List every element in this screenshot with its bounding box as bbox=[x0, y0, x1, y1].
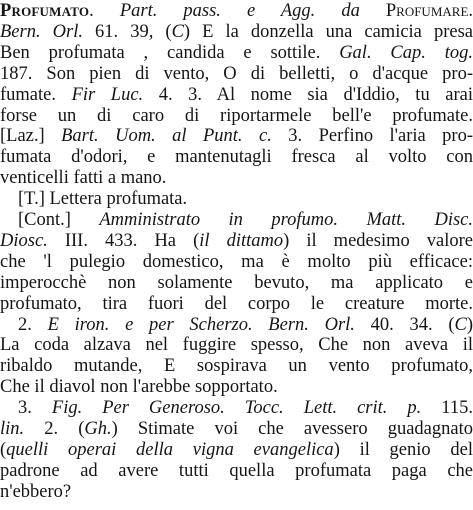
entry-text: Part. pass. e Agg. da bbox=[119, 1, 386, 21]
entry-text: ( bbox=[0, 439, 7, 460]
entry-text: Gh. bbox=[84, 419, 112, 439]
entry-line bbox=[0, 1, 473, 22]
entry-line bbox=[0, 189, 473, 210]
entry-text: quelli operai della vigna evangelica bbox=[6, 439, 334, 460]
entry-line bbox=[0, 22, 473, 43]
entry-line bbox=[0, 461, 473, 482]
entry-line bbox=[0, 377, 473, 398]
entry-text: Profumare bbox=[385, 1, 469, 21]
entry-line bbox=[0, 440, 473, 461]
entry-text: Bart. Uom. al Punt. c. bbox=[61, 126, 272, 147]
entry-line bbox=[0, 294, 473, 315]
entry-line bbox=[0, 419, 473, 440]
entry-text: 61. 39, ( bbox=[82, 21, 172, 42]
entry-text: 2. bbox=[18, 314, 48, 335]
entry-text: Bern. Orl. bbox=[0, 21, 83, 42]
entry-text: ) Stimate voi che avessero guadagnato bbox=[111, 419, 473, 439]
entry-text: ) il medesimo valore bbox=[283, 230, 473, 251]
entry-text: 3. bbox=[18, 398, 52, 419]
entry-line bbox=[0, 482, 473, 503]
entry-text: il dittamo bbox=[199, 230, 284, 251]
entry-text: 3. Perfino l'aria pro- bbox=[271, 126, 473, 147]
entry-line bbox=[0, 398, 473, 419]
entry-text: ) bbox=[466, 314, 473, 335]
entry-line bbox=[0, 273, 473, 294]
entry-text: Fir Luc. bbox=[71, 84, 144, 105]
entry-text: Che il diavol non l'arebbe sopportato. bbox=[0, 377, 278, 398]
entry-text: 2. ( bbox=[24, 419, 85, 439]
entry-line bbox=[0, 126, 473, 147]
entry-text: [Laz.] bbox=[0, 126, 62, 147]
entry-text: 115. bbox=[421, 398, 473, 419]
entry-text: 40. 34. ( bbox=[354, 314, 455, 335]
entry-line bbox=[0, 64, 473, 85]
entry-text: Fig. Per Generoso. Tocc. Lett. crit. p. bbox=[51, 398, 422, 419]
entry-line bbox=[0, 252, 473, 273]
entry-line bbox=[0, 43, 473, 64]
entry-text: [Cont.] bbox=[18, 210, 100, 230]
entry-text: III. 433. Ha ( bbox=[47, 230, 200, 251]
entry-text: padrone ad avere tutti quella profumata paga che bbox=[0, 460, 473, 481]
entry-text: lin. bbox=[0, 419, 25, 439]
entry-text: C bbox=[171, 21, 184, 42]
entry-text: ribaldo mutande, E sospirava un vento profumato, bbox=[0, 356, 473, 377]
entry-line bbox=[0, 315, 473, 336]
headword: Profumato bbox=[0, 1, 90, 21]
entry-line bbox=[0, 210, 473, 231]
entry-text: Gal. Cap. tog. bbox=[339, 42, 473, 63]
entry-text: 187. Son pien di vento, O di belletti, o d'acque pro- bbox=[0, 63, 473, 84]
entry-text: [T.] Lettera profumata. bbox=[18, 189, 188, 210]
entry-text: ) il genio del bbox=[333, 439, 473, 460]
entry-text: C bbox=[454, 314, 467, 335]
entry-text: . bbox=[468, 1, 473, 21]
entry-line bbox=[0, 231, 473, 252]
entry-text: forse un di caro di riportarmele bell'e profumate. bbox=[0, 105, 473, 126]
entry-line bbox=[0, 356, 473, 377]
entry-text: Amministrato in profumo. Matt. Disc. bbox=[99, 210, 473, 230]
entry-line bbox=[0, 85, 473, 106]
entry-text: La coda alzava nel fuggire spesso, Che non aveva il bbox=[0, 335, 473, 356]
entry-text: n'ebbero? bbox=[0, 481, 72, 502]
entry-line bbox=[0, 147, 473, 168]
entry-text: venticelli fatti a mano. bbox=[0, 168, 167, 189]
entry-line bbox=[0, 335, 473, 356]
entry-text: fumata d'odori, e mantenutagli fresca al volto con bbox=[0, 147, 473, 168]
entry-text: E iron. e per Scherzo. Bern. Orl. bbox=[47, 314, 355, 335]
entry-text: . bbox=[89, 1, 120, 21]
entry-text: Ben profumata , candida e sottile. bbox=[0, 42, 340, 63]
entry-text: imperocchè non solamente bevuto, ma applicato e bbox=[0, 272, 473, 293]
entry-line bbox=[0, 168, 473, 189]
entry-text: fumate. bbox=[0, 84, 72, 105]
entry-text: profumato, tira fuori del corpo le creature morte. bbox=[0, 293, 473, 314]
entry-text: ) E la donzella una camicia presa bbox=[183, 21, 473, 42]
entry-text: Diosc. bbox=[0, 230, 48, 251]
entry-text: che 'l pulegio domestico, ma è molto più efficace: bbox=[0, 251, 473, 272]
entry-text: 4. 3. Al nome sia d'Iddio, tu arai bbox=[143, 84, 473, 105]
entry-line bbox=[0, 106, 473, 127]
